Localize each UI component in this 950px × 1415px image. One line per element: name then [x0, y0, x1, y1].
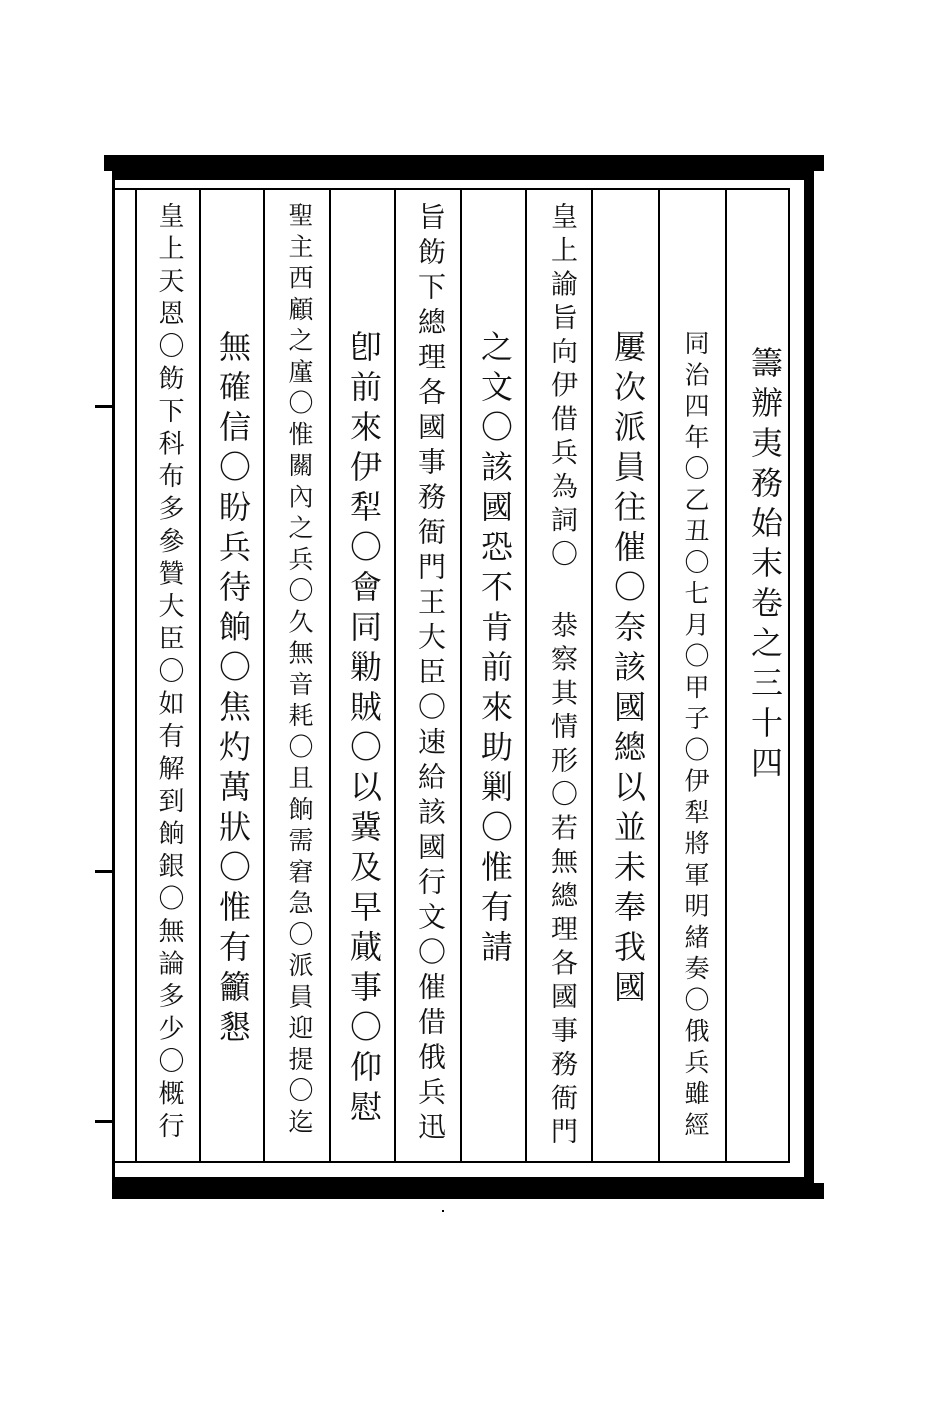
top-border-bar: [104, 155, 824, 171]
text-column-5: [394, 190, 462, 1161]
edge-mark-top: [95, 405, 115, 408]
text-column-1: [658, 190, 727, 1161]
column-text-5: 旨飭下總理各國事務衙門王大臣〇速給該國行文〇催借俄兵迅: [414, 202, 447, 1147]
edge-mark-bottom: [95, 1120, 115, 1123]
column-grid: [115, 188, 790, 1163]
column-text-2: 屢次派員往催〇奈該國總以並未奉我國: [609, 330, 647, 1010]
text-column-2: [591, 190, 660, 1161]
margin-label: [92, 440, 106, 600]
edge-mark-middle: [95, 870, 115, 873]
column-text-1: 同治四年〇乙丑〇七月〇甲子〇伊犁將軍明緒奏〇俄兵雖經: [681, 330, 710, 1143]
column-text-8: 無確信〇盼兵待餉〇焦灼萬狀〇惟有籲懇: [214, 330, 252, 1050]
book-title: 籌辦夷務始末卷之三十四: [746, 346, 784, 786]
text-column-3: [525, 190, 593, 1161]
column-text-3: 皇上諭旨向伊借兵為詞〇 㳟察其情形〇若無總理各國事務衙門: [546, 202, 577, 1151]
column-text-9: 皇上天恩〇飭下科布多參贊大臣〇如有解到餉銀〇無論多少〇概行: [154, 202, 184, 1145]
column-text-6: 卽前來伊犁〇會同勦賊〇以冀及早蕆事〇仰慰: [345, 330, 383, 1130]
column-text-4: 之文〇該國恐不肯前來助剿〇惟有請: [476, 330, 514, 970]
gutter-column: [115, 190, 135, 1161]
text-column-9: [135, 190, 201, 1161]
scan-speck: [442, 1210, 444, 1212]
text-column-4: [460, 190, 527, 1161]
column-text-7: 聖主西顧之廑〇惟關內之兵〇久無音耗〇且餉需窘急〇派員迎提〇迄: [285, 202, 314, 1140]
text-column-6: [329, 190, 396, 1161]
text-column-7: [263, 190, 331, 1161]
text-column-title: [725, 190, 797, 1161]
page-frame: [112, 170, 814, 1187]
bottom-border-bar: [112, 1183, 824, 1199]
text-column-8: [199, 190, 265, 1161]
